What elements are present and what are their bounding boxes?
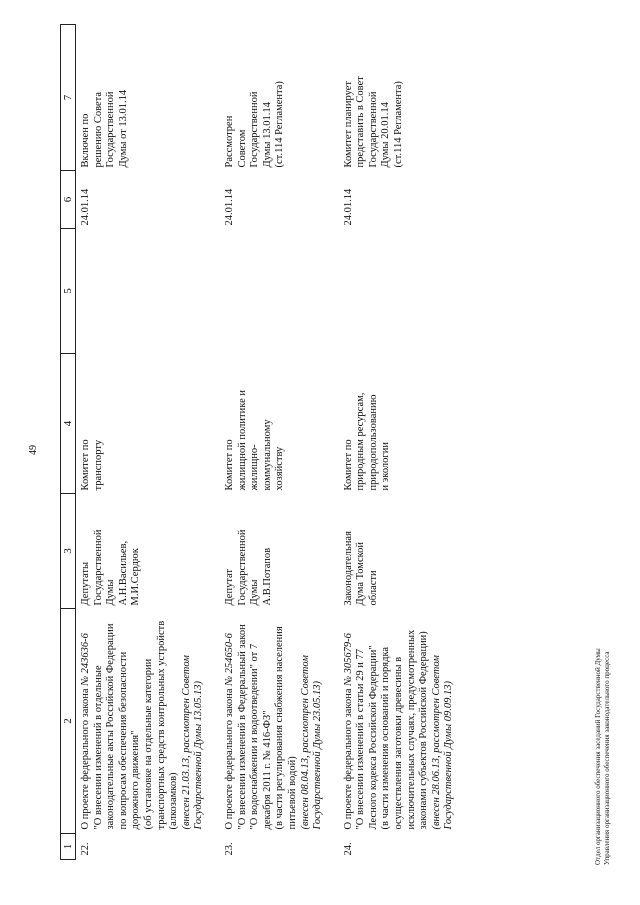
column-header-7: 7	[61, 25, 76, 171]
bill-text: "О внесении изменений в Федеральный закон "О водоснабжении и водоотведении" от 7 декабря 2011 г. № 416-ФЗ" (в части регулирования снабжения населения питьевой водой)	[236, 624, 298, 830]
committee: Комитет по жилищной политике и жилищно- коммунальному хозяйству	[223, 390, 286, 491]
bill-text: "О внесении изменений в статьи 29 и 77 Лесного кодекса Российской Федерации" (в части изменения оснований и порядка осуществления заготовки древесины в исключительных случаях, предусмотренных законами субъектов Российской Федерации)	[355, 629, 430, 830]
bill-number: № 305679-6	[342, 633, 354, 686]
bill-description	[339, 609, 470, 834]
column-header-3: 3	[61, 494, 76, 609]
column-header-6: 6	[61, 171, 76, 229]
column-header-1: 1	[61, 834, 76, 860]
bill-text: "О внесении изменений в отдельные законодательные акты Российской Федерации по вопросам обеспечения безопасности дорожного движения" (об установке на отдельные категории транспортных средств контрольных устройств (алкозамков)	[92, 620, 180, 830]
date: 24.01.14	[223, 188, 235, 226]
column-header-5: 5	[61, 229, 76, 354]
column-header-4: 4	[61, 354, 76, 494]
footer-line-2: Управления организационного обеспечения законодательного процесса	[603, 651, 611, 865]
decision: Комитет планирует представить в Совет Государственной Думы 20.01.14 (ст.114 Регламента)	[342, 76, 405, 168]
bill-description	[220, 609, 339, 834]
bill-title: О проекте федерального закона	[223, 685, 235, 830]
bill-description	[76, 609, 220, 834]
column-5-cell	[76, 229, 220, 354]
footer-line-1: Отдел организационного обеспечения заседаний Государственной Думы	[594, 648, 602, 865]
header-row	[61, 25, 76, 860]
footer	[594, 648, 612, 865]
initiator: Законодательная Дума Томской области	[342, 531, 379, 606]
date: 24.01.14	[80, 188, 91, 226]
column-5-cell	[220, 229, 339, 354]
bills-table	[60, 24, 470, 860]
committee: Комитет по транспорту	[80, 439, 104, 491]
table-row	[76, 25, 220, 860]
bill-title: О проекте федерального закона	[342, 685, 354, 830]
decision: Рассмотрен Советом Государственной Думы 13.01.14 (ст.114 Регламента)	[223, 81, 286, 168]
row-number: 24.	[342, 842, 354, 856]
row-number: 23.	[223, 842, 235, 856]
bill-number: № 254650-6	[223, 633, 235, 686]
initiator: Депутаты Государственной Думы А.Н.Васильев, М.И.Сердюк	[80, 529, 142, 606]
date: 24.01.14	[342, 188, 354, 226]
bill-number: № 243636-6	[80, 633, 91, 686]
column-header-2: 2	[61, 609, 76, 834]
bill-note: (внесен 21.03.13, рассмотрен Советом Государственной Думы 13.05.13)	[180, 655, 205, 830]
column-5-cell	[339, 229, 470, 354]
table-row	[220, 25, 339, 860]
bill-title: О проекте федерального закона	[80, 685, 91, 830]
page-number: 49	[28, 445, 39, 455]
row-number: 22.	[80, 842, 91, 856]
bill-note: (внесен 08.04.13, рассмотрен Советом Государственной Думы 23.05.13)	[299, 655, 324, 830]
bill-note: (внесен 28.06.13, рассмотрен Советом Государственной Думы 09.09.13)	[430, 655, 455, 830]
decision: Включен по решению Совета Государственной Думы от 13.01.14	[80, 89, 129, 168]
committee: Комитет по природным ресурсам, природопользованию и экологии	[342, 392, 392, 491]
initiator: Депутат Государственной Думы А.В.Потапов	[223, 529, 273, 606]
table-row	[339, 25, 470, 860]
